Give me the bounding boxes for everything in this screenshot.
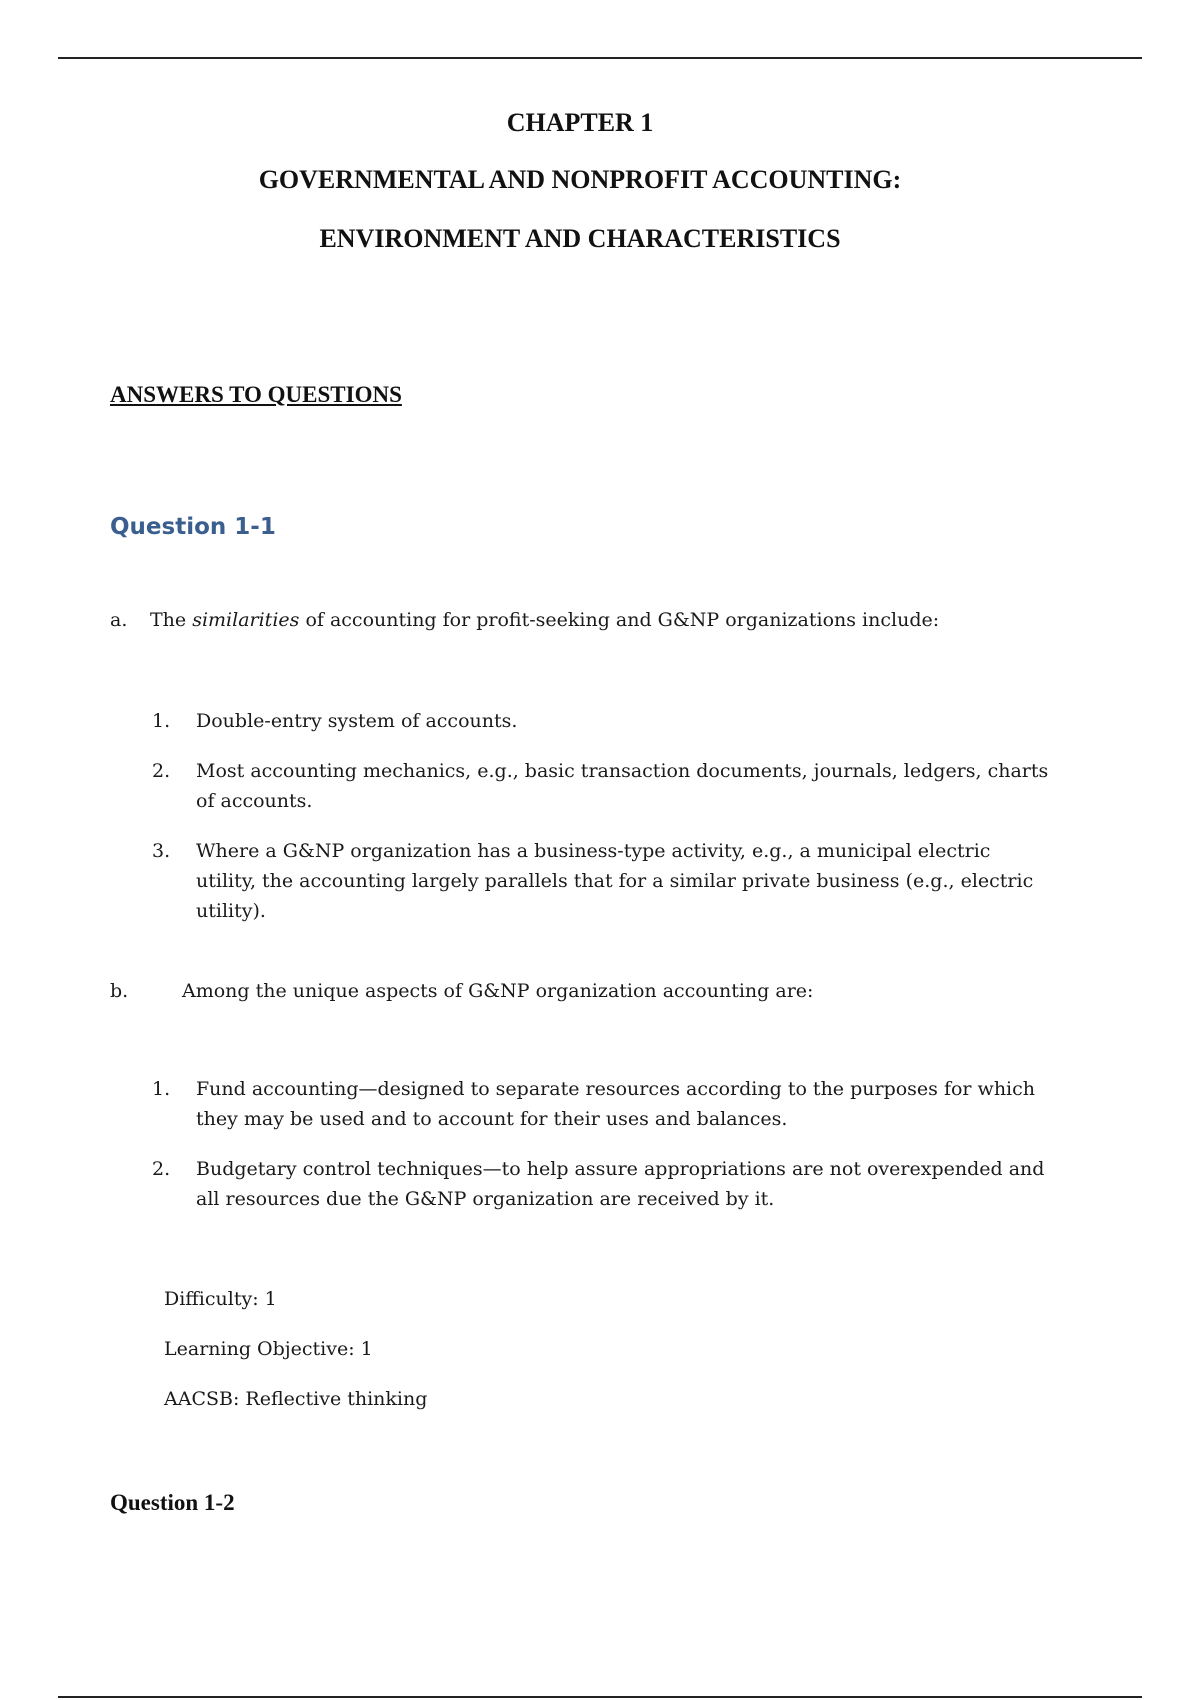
part-a-text [150,605,939,635]
list-item-number: 2. [152,760,171,782]
aacsb-label: AACSB: Reflective thinking [164,1388,428,1410]
difficulty-label: Difficulty: 1 [164,1288,277,1310]
part-a-marker: a. [110,609,128,631]
part-a-text-after: of accounting for profit-seeking and G&NP organizations include: [299,609,940,631]
list-item-number: 1. [152,710,171,732]
top-rule [58,57,1142,59]
part-b-text: Among the unique aspects of G&NP organization accounting are: [182,980,814,1002]
chapter-title-line-2: ENVIRONMENT AND CHARACTERISTICS [319,224,841,253]
section-heading: ANSWERS TO QUESTIONS [110,382,402,407]
list-item-text: Double-entry system of accounts. [196,710,518,732]
list-item-text: Most accounting mechanics, e.g., basic transaction documents, journals, ledgers, charts of accounts. [196,760,1049,812]
list-item-text: Budgetary control techniques—to help assure appropriations are not overexpended and all resources due the G&NP organization are received by it. [196,1158,1045,1210]
part-a-text-before: The [150,609,193,631]
list-item-number: 3. [152,840,171,862]
list-item-text: Where a G&NP organization has a business-type activity, e.g., a municipal electric utility, the accounting largely parallels that for a similar private business (e.g., electric utility). [196,840,1034,922]
list-item-number: 2. [152,1158,171,1180]
bottom-rule [58,1696,1142,1698]
list-item-number: 1. [152,1078,171,1100]
list-item-text: Fund accounting—designed to separate resources according to the purposes for which they may be used and to account for their uses and balances. [196,1078,1036,1130]
chapter-number: CHAPTER 1 [506,108,654,137]
part-b-marker: b. [110,980,129,1002]
question-1-2-heading: Question 1-2 [110,1490,235,1515]
chapter-title-line-1: GOVERNMENTAL AND NONPROFIT ACCOUNTING: [258,165,902,194]
question-1-1-heading: Question 1-1 [110,514,276,540]
learning-objective-label: Learning Objective: 1 [164,1338,373,1360]
part-a-emphasis: similarities [192,609,300,631]
